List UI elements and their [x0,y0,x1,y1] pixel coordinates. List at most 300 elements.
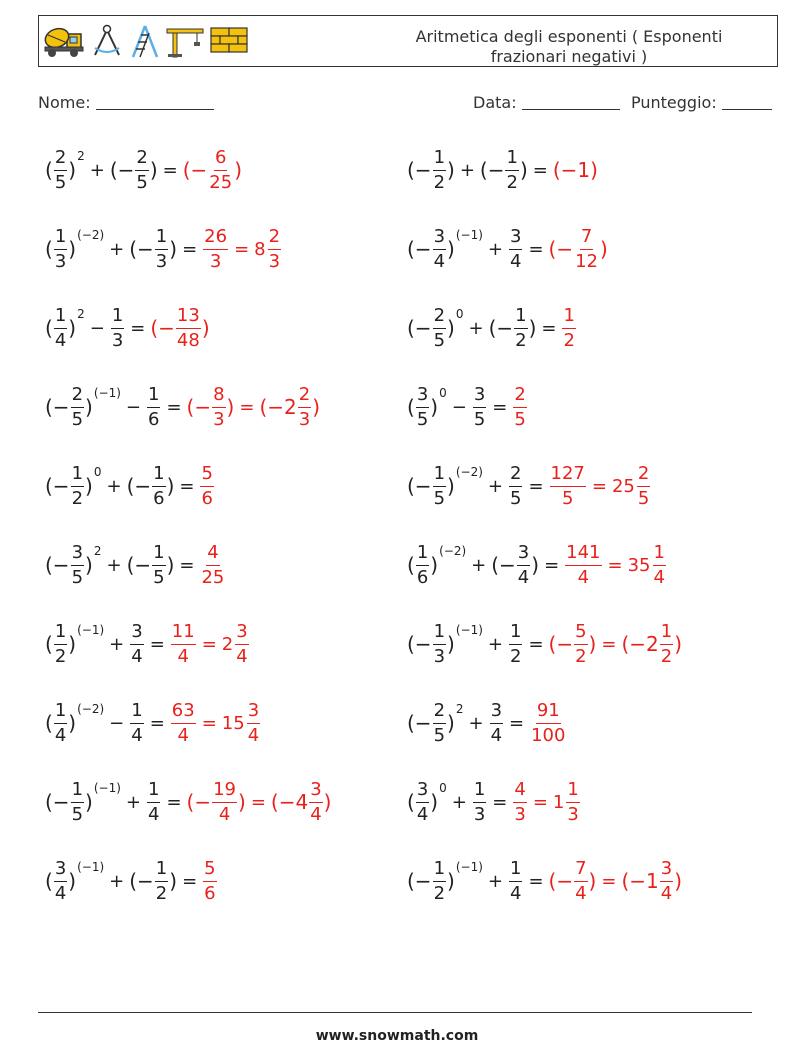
compass-icon [89,24,125,58]
exponent: 0 [93,465,102,479]
fraction [433,622,446,667]
operator: = [532,791,548,813]
numerator: 26 [203,227,228,250]
numerator: 1 [433,148,446,171]
operator: − [451,396,467,418]
denominator: 3 [155,250,168,272]
paren-text: ) [68,237,77,261]
title-line-1: Aritmetica degli esponenti ( Esponenti [415,27,723,46]
exponent: (−2) [439,544,467,558]
problem-item [407,614,682,674]
denominator: 4 [660,882,673,904]
denominator: 25 [201,566,225,588]
problem-item [45,614,250,674]
operator: + [109,633,125,655]
fraction [565,543,601,588]
exponent: 0 [439,781,447,795]
numerator: 2 [509,464,522,487]
paren-text: (− [45,553,70,577]
numerator: 3 [473,385,486,408]
paren-text: (− [407,632,432,656]
answer [549,464,652,509]
paren-text: ) [588,869,597,893]
numerator: 3 [71,543,84,566]
denominator: 4 [433,250,446,272]
denominator: 6 [147,408,160,430]
paren-text: ) [447,158,455,182]
problem-item [407,219,608,279]
exponent: (−1) [93,386,121,400]
bricks-icon [209,24,251,58]
paren-text: ) [323,790,332,814]
paren-text: (−4 [270,790,309,814]
denominator: 5 [433,487,446,509]
numerator: 2 [433,306,446,329]
paren-text: ) [68,316,77,340]
paren-text: ) [430,790,439,814]
fraction [653,543,666,588]
denominator: 5 [433,724,446,746]
denominator: 2 [433,882,446,904]
denominator: 3 [433,645,446,667]
paren-text: ) [85,474,93,498]
answer [199,543,226,588]
date-blank[interactable] [522,93,620,110]
paren-text: (− [126,474,152,498]
denominator: 48 [176,329,200,351]
ladder-icon [129,24,161,58]
numerator: 11 [171,622,196,645]
numerator: 3 [235,622,248,645]
denominator: 5 [71,803,84,825]
denominator: 5 [561,487,574,509]
paren-text: (− [407,869,432,893]
paren-text: ) [312,395,321,419]
paren-text: ( [45,869,53,893]
numerator: 1 [433,464,446,487]
paren-text: (− [186,395,212,419]
numerator: 4 [513,780,526,803]
paren-text: ) [85,395,93,419]
numerator: 1 [155,227,168,250]
denominator: 4 [509,250,522,272]
operator: + [468,317,484,339]
denominator: 100 [531,724,566,746]
denominator: 5 [637,487,650,509]
fraction [203,859,216,904]
denominator: 5 [71,566,84,588]
operator: = [591,475,607,497]
fraction [71,543,84,588]
fraction [433,701,446,746]
fraction [171,622,196,667]
fraction [54,701,67,746]
fraction [473,780,486,825]
numerator: 2 [71,385,84,408]
fraction [235,622,248,667]
numerator: 7 [580,227,593,250]
fraction [71,464,84,509]
denominator: 4 [575,882,587,904]
denominator: 5 [473,408,486,430]
fraction [54,622,67,667]
numerator: 127 [550,464,586,487]
answer [202,227,282,272]
fraction [530,701,566,746]
paren-text: ) [166,474,175,498]
operator: + [125,791,141,813]
numerator: 5 [574,622,587,645]
fraction [660,622,673,667]
fraction [152,464,165,509]
fraction [208,148,233,193]
paren-text: ( [407,790,415,814]
fraction [155,859,168,904]
problem-item [407,535,667,595]
numerator: 1 [514,306,527,329]
paren-text: (− [150,316,175,340]
denominator: 4 [509,882,522,904]
paren-text: (−2 [259,395,297,419]
fraction [574,622,587,667]
answer [202,859,217,904]
fraction [433,148,446,193]
operator: = [166,396,182,418]
operator: = [250,791,266,813]
numerator: 1 [130,701,143,724]
denominator: 5 [153,566,165,588]
problem-item [45,298,210,358]
denominator: 2 [71,487,84,509]
fraction [473,385,486,430]
denominator: 4 [131,724,143,746]
operator: + [109,238,125,260]
problem-item [45,851,218,911]
numerator: 2 [268,227,281,250]
paren-text: ) [447,711,455,735]
numerator: 1 [653,543,666,566]
operator: = [162,159,178,181]
numerator: 3 [416,780,429,803]
denominator: 2 [155,882,168,904]
denominator: 5 [136,171,148,193]
operator: = [509,712,525,734]
paren-text: ) [169,237,178,261]
numerator: 63 [171,701,196,724]
fraction [135,148,148,193]
mixed-whole-number: 2 [221,633,234,655]
score-field[interactable] [631,93,772,112]
fraction [566,780,579,825]
answer [183,148,242,193]
paren-text: (− [45,474,70,498]
exponent: (−1) [455,623,483,637]
paren-text: (−2 [621,632,659,656]
denominator: 5 [509,487,522,509]
paren-text: (− [548,869,574,893]
fraction [309,780,322,825]
exponent: (−2) [77,702,105,716]
denominator: 4 [310,803,322,825]
fraction [176,306,201,351]
answer [549,622,682,667]
paren-text: ) [600,237,608,261]
numerator: 1 [566,780,579,803]
score-blank[interactable] [722,93,772,110]
fraction [247,701,260,746]
fraction [660,859,673,904]
fraction [509,859,522,904]
paren-text: ) [68,869,77,893]
paren-text: ) [169,869,178,893]
exponent: 0 [455,307,464,321]
problem-item [407,693,567,753]
exponent: (−1) [77,860,105,874]
denominator: 5 [433,329,446,351]
numerator: 1 [509,622,522,645]
operator: + [487,870,503,892]
operator: + [487,633,503,655]
paren-text: ( [45,711,53,735]
answer [170,701,261,746]
numerator: 1 [505,148,518,171]
numerator: 3 [309,780,322,803]
paren-text: (−1 [621,869,659,893]
exponent: (−1) [455,860,483,874]
paren-text: ) [430,553,439,577]
denominator: 2 [433,171,446,193]
operator: + [487,238,503,260]
operator: + [109,870,125,892]
fraction [54,227,67,272]
paren-text: ( [45,158,53,182]
operator: − [89,317,105,339]
mixed-whole-number: 8 [254,238,266,260]
operator: = [541,317,557,339]
answer [561,306,576,351]
paren-text: (− [491,553,516,577]
fraction [147,385,160,430]
numerator: 1 [155,859,168,882]
fraction [509,622,522,667]
numerator: 19 [212,780,237,803]
numerator: 1 [71,780,84,803]
fraction [298,385,311,430]
fraction [212,780,237,825]
denominator: 3 [213,408,225,430]
numerator: 8 [212,385,225,408]
denominator: 4 [54,329,67,351]
fraction [433,859,446,904]
operator: = [601,633,617,655]
paren-text: ) [447,316,455,340]
fraction [71,385,84,430]
fraction [203,227,228,272]
answer [553,158,598,182]
fraction [130,622,143,667]
paren-text: (− [129,237,154,261]
denominator: 3 [54,250,67,272]
operator: − [109,712,125,734]
name-blank[interactable] [96,93,214,110]
operator: = [201,712,217,734]
paren-text: ) [68,632,77,656]
operator: = [179,475,195,497]
denominator: 5 [71,408,84,430]
paren-text: (− [182,158,208,182]
fraction [433,227,446,272]
problem-item [407,772,581,832]
answer [512,385,527,430]
paren-text: ) [447,237,455,261]
operator: = [544,554,560,576]
problem-item [407,456,651,516]
fraction [433,306,446,351]
fraction [550,464,586,509]
operator: = [149,633,165,655]
paren-text: ) [447,869,455,893]
operator: = [528,633,544,655]
fraction [574,227,599,272]
answer [549,859,682,904]
exponent: 2 [93,544,102,558]
operator: = [492,791,508,813]
numerator: 2 [513,385,526,408]
worksheet-header [38,15,778,67]
fraction [71,780,84,825]
denominator: 2 [515,329,527,351]
answer [529,701,567,746]
numerator: 1 [54,701,67,724]
denominator: 4 [247,724,260,746]
problem-item [45,377,320,437]
fraction [513,385,526,430]
numerator: 3 [490,701,503,724]
fraction [505,148,518,193]
problem-item [45,456,215,516]
mixed-whole-number: 25 [611,475,635,497]
denominator: 6 [201,487,213,509]
operator: = [492,396,508,418]
paren-text: ) [85,790,93,814]
title-line-2: frazionari negativi ) [490,47,648,66]
numerator: 1 [473,780,486,803]
denominator: 4 [236,645,248,667]
answer [549,227,608,272]
date-label: Data: [473,93,517,112]
denominator: 2 [563,329,575,351]
paren-text: (− [548,237,574,261]
numerator: 1 [433,859,446,882]
paren-text: ( [45,316,53,340]
numerator: 3 [660,859,673,882]
fraction [490,701,503,746]
mixed-whole-number: 35 [627,554,651,576]
paren-text: ( [407,553,415,577]
numerator: 3 [433,227,446,250]
problem-item [45,219,282,279]
paren-text: (−1) [552,158,598,182]
numerator: 2 [54,148,67,171]
operator: = [234,238,250,260]
name-field[interactable] [38,93,214,112]
denominator: 3 [209,250,222,272]
mixed-whole-number: 15 [221,712,245,734]
paren-text: ( [45,632,53,656]
paren-text: ( [407,395,415,419]
answer [564,543,667,588]
exponent: (−2) [77,228,105,242]
operator: = [528,475,544,497]
date-field[interactable] [473,93,620,112]
paren-text: ) [447,632,455,656]
crane-icon [165,24,205,58]
denominator: 25 [209,171,233,193]
paren-text: ( [45,237,53,261]
denominator: 3 [298,408,311,430]
operator: = [528,238,544,260]
numerator: 2 [637,464,650,487]
exponent: (−2) [455,465,483,479]
operator: + [468,712,484,734]
fraction [562,306,575,351]
denominator: 2 [660,645,673,667]
exponent: 0 [439,386,447,400]
worksheet-title [399,27,739,67]
footer-url: www.snowmath.com [315,1028,479,1044]
paren-text: ) [166,553,175,577]
score-label: Punteggio: [631,93,717,112]
problem-item [45,535,226,595]
paren-text: ) [674,632,683,656]
numerator: 1 [433,622,446,645]
denominator: 5 [514,408,526,430]
fraction [111,306,124,351]
denominator: 6 [153,487,165,509]
denominator: 2 [509,645,522,667]
problem-item [45,772,331,832]
fraction [152,543,165,588]
cement-mixer-icon [43,24,85,58]
answer [187,780,332,825]
answer [187,385,320,430]
fraction [574,859,587,904]
paren-text: (− [488,316,514,340]
numerator: 1 [509,859,522,882]
operator: = [182,870,198,892]
numerator: 3 [130,622,143,645]
operator: = [532,159,548,181]
denominator: 5 [54,171,67,193]
fraction [54,306,67,351]
operator: + [487,475,503,497]
numerator: 5 [203,859,216,882]
numerator: 13 [176,306,201,329]
numerator: 3 [416,385,429,408]
numerator: 1 [111,306,124,329]
name-label: Nome: [38,93,91,112]
numerator: 91 [536,701,561,724]
operator: = [239,396,255,418]
numerator: 1 [660,622,673,645]
operator: + [459,159,475,181]
operator: = [149,712,165,734]
paren-text: ) [519,158,528,182]
paren-text: (− [479,158,505,182]
numerator: 1 [54,306,67,329]
paren-text: (− [45,395,70,419]
denominator: 6 [416,566,429,588]
